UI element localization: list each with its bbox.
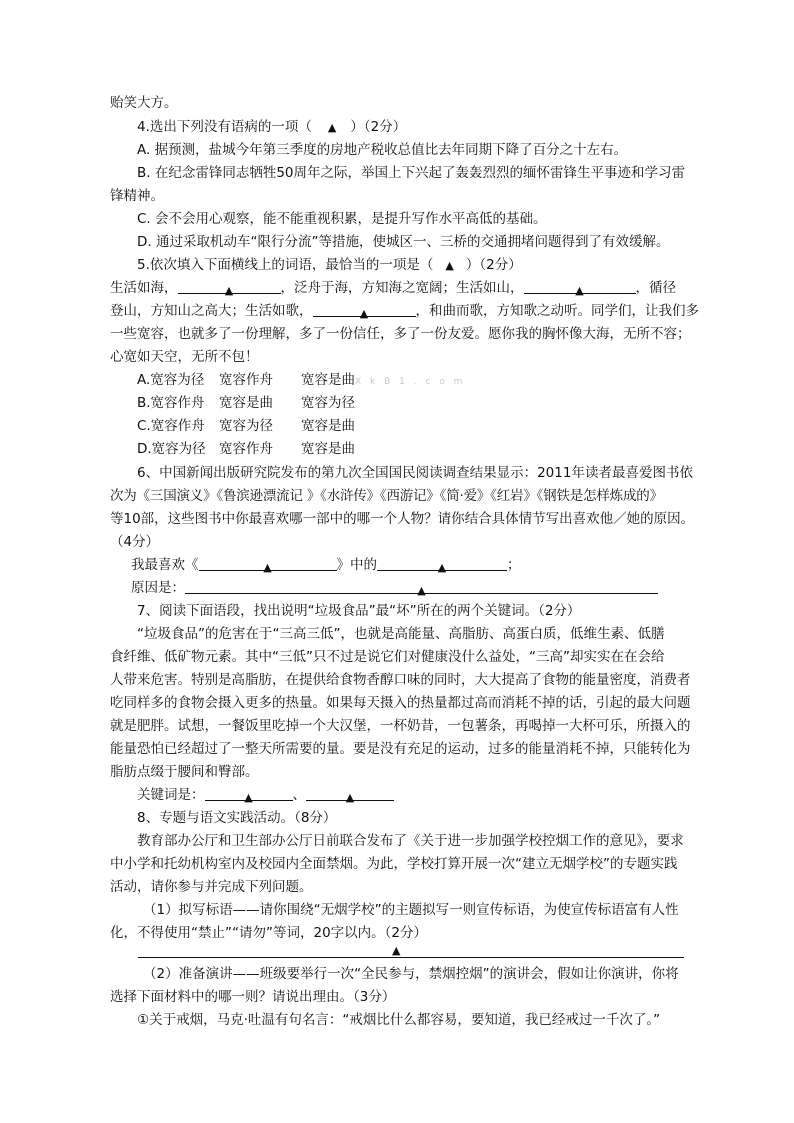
question-5-passage-line: 心宽如天空，无所不包！ bbox=[110, 349, 259, 365]
question-4-option-b: B. 在纪念雷锋同志牺牲50周年之际，举国上下兴起了轰轰烈烈的缅怀雷锋生平事迹和学习雷 bbox=[137, 165, 686, 181]
book-blank[interactable] bbox=[199, 556, 337, 574]
answer-marker-icon: ▲ bbox=[327, 121, 337, 134]
question-8-part-1-cont: 化，不得使用“禁止”“请勿”等词，20字以内。（2分） bbox=[110, 925, 427, 941]
question-4-heading: 4.选出下列没有语病的一项（ ▲ ）（2分） bbox=[137, 116, 737, 139]
question-7-passage: 脂肪点缀于腰间和臀部。 bbox=[110, 764, 259, 780]
fill-blank[interactable] bbox=[313, 302, 416, 320]
question-7-passage: 能量恐怕已经超过了一整天所需要的量。要是没有充足的运动，过多的能量消耗不掉，只能转化为 bbox=[110, 741, 691, 757]
answer-marker-icon: ▲ bbox=[359, 307, 369, 320]
question-4-option-c: C. 会不会用心观察，能不能重视积累，是提升写作水平高低的基础。 bbox=[137, 211, 547, 227]
question-5-option-row: D.宽容为径 宽容作舟 宽容是曲 bbox=[137, 441, 355, 457]
question-5-passage-line: 一些宽容，也就多了一份理解，多了一份信任，多了一份友爱。愿你我的胸怀像大海，无所不容； bbox=[110, 326, 691, 342]
answer-marker-icon: ▲ bbox=[244, 791, 253, 804]
question-7-passage: 食纤维、低矿物元素。其中“三低”只不过是说它们对健康没什么益处，“三高”却实实在在会给 bbox=[110, 649, 665, 665]
answer-marker-icon: ▲ bbox=[392, 944, 401, 957]
question-8-intro: 活动，请你参与并完成下列问题。 bbox=[110, 879, 313, 895]
answer-marker-icon: ▲ bbox=[445, 259, 454, 272]
fill-blank[interactable] bbox=[524, 279, 636, 297]
answer-marker-icon: ▲ bbox=[345, 791, 355, 804]
fill-blank[interactable] bbox=[178, 279, 281, 297]
question-8-part-2: （2）准备演讲——班级要举行一次“全民参与，禁烟控烟”的演讲会，假如让你演讲，你将 bbox=[143, 966, 679, 982]
question-8-intro: 中小学和托幼机构室内及校园内全面禁烟。为此，学校打算开展一次“建立无烟学校”的专题实践 bbox=[110, 856, 678, 872]
question-4-option-d: D. 通过采取机动车“限行分流”等措施，使城区一、三桥的交通拥堵问题得到了有效缓解。 bbox=[137, 234, 670, 250]
slogan-answer-line[interactable] bbox=[138, 957, 684, 958]
keyword-blank[interactable] bbox=[205, 786, 293, 804]
question-7-passage: “垃圾食品”的危害在于“三高三低”，也就是高能量、高脂肪、高蛋白质，低维生素、低膳 bbox=[137, 626, 665, 642]
question-6-text: 次为《三国演义》《鲁滨逊漂流记 》《水浒传》《西游记》《简·爱》《红岩》《钢铁是怎样炼成的》 bbox=[110, 488, 663, 504]
question-7-heading: 7、阅读下面语段，找出说明“垃圾食品”最“坏”所在的两个关键词。（2分） bbox=[137, 603, 581, 619]
answer-marker-icon: ▲ bbox=[437, 561, 447, 574]
question-4-option-b-cont: 锋精神。 bbox=[110, 188, 164, 204]
question-6-reason-line: 原因是： ▲ bbox=[131, 577, 731, 599]
question-5-passage-line: 生活如海， ▲ ，泛舟于海，方知海之宽阔；生活如山， ▲ ，循径 bbox=[110, 277, 710, 299]
question-8-heading: 8、专题与语文实践活动。（8分） bbox=[137, 810, 337, 826]
reason-blank[interactable] bbox=[185, 579, 658, 597]
question-5-option-row: B.宽容作舟 宽容是曲 宽容为径 bbox=[137, 395, 355, 411]
keyword-blank[interactable] bbox=[306, 786, 394, 804]
question-8-material-1: ①关于戒烟，马克·吐温有句名言：“戒烟比什么都容易，要知道，我已经戒过一千次了。” bbox=[137, 1012, 661, 1028]
question-7-passage: 人带来危害。特别是高脂肪，在提供给食物香醇口味的同时，大大提高了食物的能量密度，消费者 bbox=[110, 672, 691, 688]
question-5-passage-line: 登山，方知山之高大；生活如歌， ▲ ，和曲而歌，方知歌之动听。同学们，让我们多 bbox=[110, 300, 710, 322]
text-line: 贻笑大方。 bbox=[110, 95, 178, 111]
question-6-heading: 6、中国新闻出版研究院发布的第九次全国国民阅读调查结果显示：2011年读者最喜爱图书依 bbox=[137, 465, 693, 481]
answer-marker-icon: ▲ bbox=[575, 284, 584, 297]
question-5-option-row: A.宽容为径 宽容作舟 宽容是曲X k B 1 . c o m bbox=[137, 372, 466, 388]
question-8-intro: 教育部办公厅和卫生部办公厅日前联合发布了《关于进一步加强学校控烟工作的意见》，要求 bbox=[137, 833, 684, 849]
question-5-option-row: C.宽容作舟 宽容为径 宽容是曲 bbox=[137, 418, 355, 434]
character-blank[interactable] bbox=[377, 556, 507, 574]
answer-marker-icon: ▲ bbox=[417, 584, 426, 597]
question-5-heading: 5.依次填入下面横线上的词语，最恰当的一项是（ ▲ ）（2分） bbox=[137, 254, 737, 277]
question-7-passage: 就是肥胖。试想，一餐饭里吃掉一个大汉堡，一杯奶昔，一包薯条，再喝掉一大杯可乐，所摄入的 bbox=[110, 718, 691, 734]
question-6-text: 等10部，这些图书中你最喜欢哪一部中的哪一个人物？请你结合具体情节写出喜欢他／她的原因。 bbox=[110, 511, 695, 527]
question-8-part-2-cont: 选择下面材料中的哪一则？请说出理由。（3分） bbox=[110, 989, 396, 1005]
answer-marker-icon: ▲ bbox=[263, 561, 272, 574]
question-6-text: （4分） bbox=[110, 534, 160, 550]
watermark: X k B 1 . c o m bbox=[355, 377, 466, 387]
question-6-answer-line: 我最喜欢《 ▲ 》中的 ▲ ； bbox=[131, 554, 731, 576]
question-8-part-1: （1）拟写标语——请你围绕“无烟学校”的主题拟写一则宣传标语，为使宣传标语富有人性 bbox=[143, 902, 679, 918]
question-7-keyword-line: 关键词是： ▲ 、 ▲ bbox=[137, 784, 737, 806]
answer-marker-icon: ▲ bbox=[224, 284, 234, 297]
question-4-option-a: A. 据预测，盐城今年第三季度的房地产税收总值比去年同期下降了百分之十左右。 bbox=[137, 142, 628, 158]
question-7-passage: 吃同样多的食物会摄入更多的热量。如果每天摄入的热量都过高而消耗不掉的话，引起的最大问题 bbox=[110, 695, 691, 711]
